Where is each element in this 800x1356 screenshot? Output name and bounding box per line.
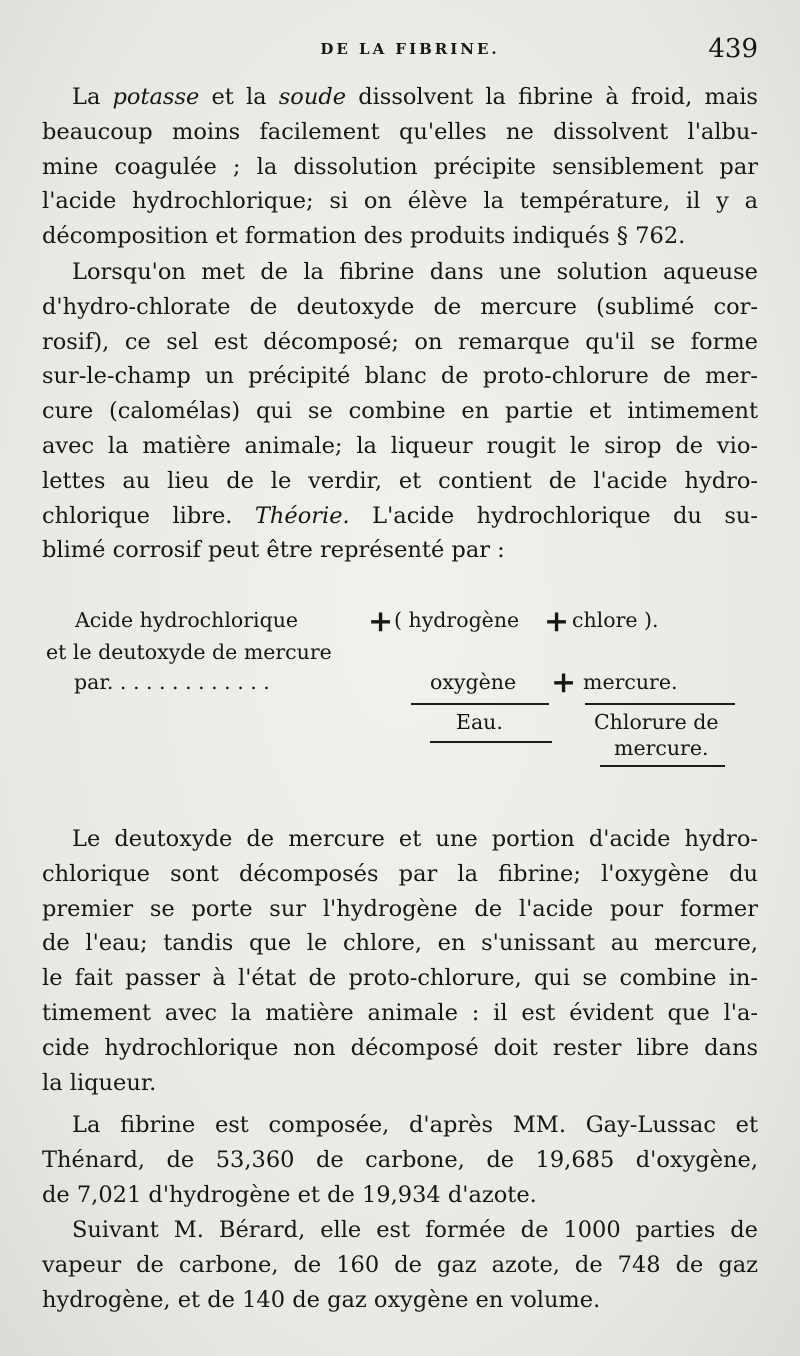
text-line: Suivant M. Bérard, elle est formée de 1000 parties de bbox=[72, 1217, 758, 1243]
text-line: sur-le-champ un précipité blanc de proto-chlorure de mer- bbox=[42, 363, 758, 390]
product-eau: Eau. bbox=[456, 710, 503, 734]
text-line: chlorique sont décomposés par la fibrine; l'oxygène du bbox=[42, 860, 758, 887]
paragraph-alkali-dissolution bbox=[42, 80, 758, 254]
formula-par-leader: par. . . . . . . . . . . . . bbox=[74, 670, 270, 694]
text-line: décomposition et formation des produits indiqués § 762. bbox=[42, 223, 686, 250]
text-line: La potasse et la soude dissolvent la fibrine à froid, mais bbox=[72, 84, 758, 110]
text-line: rosif), ce sel est décomposé; on remarque qu'il se forme bbox=[42, 328, 758, 355]
text-line: lettes au lieu de le verdir, et contient de l'acide hydro- bbox=[42, 467, 758, 494]
formula-mercure: mercure. bbox=[583, 670, 678, 694]
formula-deutoxyde: et le deutoxyde de mercure bbox=[46, 640, 332, 664]
formula-chlore: chlore ). bbox=[572, 608, 659, 632]
text-line: de 7,021 d'hydrogène et de 19,934 d'azote. bbox=[42, 1181, 537, 1208]
text-line: de l'eau; tandis que le chlore, en s'unissant au mercure, bbox=[42, 930, 758, 957]
underline-eau bbox=[430, 741, 552, 743]
text-line: timement avec la matière animale : il est évident que l'a- bbox=[42, 999, 758, 1026]
text-line: cure (calomélas) qui se combine en partie et intimement bbox=[42, 398, 758, 425]
formula-hydrogene: ( hydrogène bbox=[394, 608, 520, 632]
plus-sign: + bbox=[551, 665, 577, 700]
bracket-rule-chlorure bbox=[585, 703, 735, 705]
product-chlorure-line1: Chlorure de bbox=[594, 710, 719, 734]
text-line: premier se porte sur l'hydrogène de l'acide pour former bbox=[42, 895, 758, 922]
text-line: La fibrine est composée, d'après MM. Gay-Lussac et bbox=[72, 1112, 758, 1138]
text-line: le fait passer à l'état de proto-chlorure, qui se combine in- bbox=[42, 965, 758, 992]
formula-oxygene: oxygène bbox=[430, 670, 517, 694]
plus-sign: + bbox=[544, 604, 570, 639]
text-line: blimé corrosif peut être représenté par : bbox=[42, 537, 505, 564]
text-line: Thénard, de 53,360 de carbone, de 19,685 d'oxygène, bbox=[42, 1146, 758, 1173]
underline-mercure bbox=[600, 765, 725, 767]
text-line: chlorique libre. Théorie. L'acide hydrochlorique du su- bbox=[42, 502, 758, 529]
text-line: l'acide hydrochlorique; si on élève la température, il y a bbox=[42, 188, 758, 215]
text-line: vapeur de carbone, de 160 de gaz azote, de 748 de gaz bbox=[42, 1251, 758, 1278]
page-number: 439 bbox=[708, 34, 758, 64]
text-line: mine coagulée ; la dissolution précipite sensiblement par bbox=[42, 153, 758, 180]
paragraph-decomposition bbox=[42, 822, 758, 1100]
plus-sign: + bbox=[368, 604, 394, 639]
text-line: Lorsqu'on met de la fibrine dans une solution aqueuse bbox=[72, 259, 758, 285]
italic-term-soude: soude bbox=[278, 84, 347, 110]
product-chlorure-line2: mercure. bbox=[614, 736, 709, 760]
paragraph-composition-gay-lussac bbox=[42, 1108, 758, 1212]
text-line: la liqueur. bbox=[42, 1069, 157, 1096]
italic-term-potasse: potasse bbox=[112, 84, 200, 110]
formula-acide-hydrochlorique: Acide hydrochlorique bbox=[75, 608, 299, 632]
page-header bbox=[42, 34, 758, 74]
paragraph-sublimate-reaction bbox=[42, 255, 758, 568]
text-line: cide hydrochlorique non décomposé doit rester libre dans bbox=[42, 1034, 758, 1061]
text-line: avec la matière animale; la liqueur rougit le sirop de vio- bbox=[42, 432, 758, 459]
bracket-rule-eau bbox=[411, 703, 549, 705]
italic-term-theorie: Théorie. bbox=[254, 502, 350, 529]
paragraph-composition-berard bbox=[42, 1213, 758, 1317]
text-line: Le deutoxyde de mercure et une portion d'acide hydro- bbox=[72, 826, 758, 852]
text-line: d'hydro-chlorate de deutoxyde de mercure (sublimé cor- bbox=[42, 293, 758, 320]
text-line: hydrogène, et de 140 de gaz oxygène en volume. bbox=[42, 1286, 601, 1313]
running-title: DE LA FIBRINE. bbox=[320, 40, 500, 58]
text-line: beaucoup moins facilement qu'elles ne dissolvent l'albu- bbox=[42, 118, 758, 145]
